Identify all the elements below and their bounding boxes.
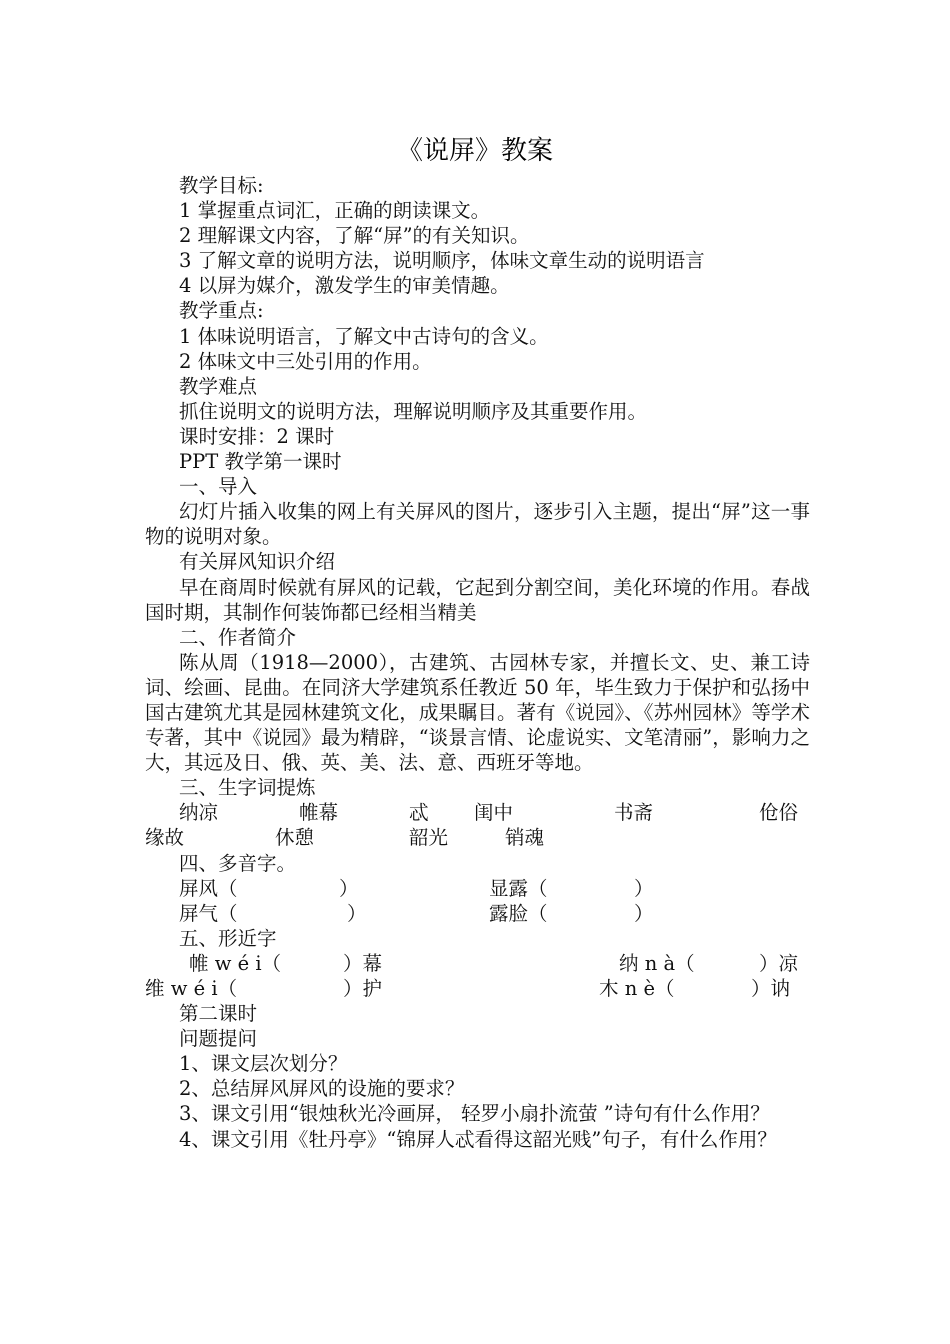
vocab-word: 休憩 [275, 826, 315, 850]
vocab-word: 伧俗 [759, 801, 799, 825]
goal-item: 3 了解文章的说明方法，说明顺序，体味文章生动的说明语言 [179, 249, 705, 273]
intro-sub-heading: 有关屏风知识介绍 [179, 550, 336, 574]
similar-item: ）护 [343, 977, 383, 1000]
similar-item: ）凉 [759, 951, 799, 975]
intro-heading: 一、导入 [179, 475, 258, 499]
question-item: 1、课文层次划分？ [179, 1052, 348, 1076]
question-item: 2、总结屏风屏风的设施的要求？ [179, 1077, 465, 1101]
polyphone-item: ） [634, 901, 654, 925]
similar-item: 木 n è（ [599, 977, 675, 1000]
similar-item: 纳 n à（ [619, 951, 695, 975]
polyphone-item: 屏风（ [179, 876, 238, 900]
goals-heading: 教学目标: [179, 174, 264, 197]
polyphone-row [145, 876, 810, 901]
similar-heading: 五、形近字 [179, 926, 277, 950]
author-text: 陈从周（1918—2000），古建筑、古园林专家，并擅长文、史、兼工诗词、绘画、昆曲。在同济大学建筑系任教近 50 年，毕生致力于保护和弘扬中国古建筑尤其是园林建筑文化，成果瞩目。著有《说园》、《苏州园林》等学术专著，其中《说园》最为精辟，“谈景言情、论虚说实、文笔清丽”，影响力之大，其远及日、俄、英、美、法、意、西班牙等地。 [145, 650, 810, 775]
second-lesson: 第二课时 [179, 1002, 258, 1026]
goal-item: 4 以屏为媒介，激发学生的审美情趣。 [179, 274, 510, 298]
goal-item: 2 理解课文内容，了解“屏”的有关知识。 [179, 224, 530, 248]
vocab-row [145, 800, 810, 825]
difficulty-text: 抓住说明文的说明方法，理解说明顺序及其重要作用。 [179, 399, 648, 423]
difficulty-heading: 教学难点 [179, 374, 258, 398]
polyphone-item: ） [339, 876, 359, 900]
question-item: 4、课文引用《牡丹亭》“锦屏人忒看得这韶光贱”句子，有什么作用？ [179, 1127, 777, 1151]
ppt-lesson: PPT 教学第一课时 [179, 450, 342, 474]
intro-sub-text: 早在商周时候就有屏风的记载，它起到分割空间，美化环境的作用。春战国时期，其制作何装饰都已经相当精美 [145, 575, 810, 624]
vocab-word: 闺中 [474, 801, 514, 825]
polyphone-item: 屏气（ [179, 901, 238, 925]
polyphone-item: 露脸（ [489, 901, 548, 925]
vocab-word: 韶光 [409, 826, 449, 850]
polyphone-item: ） [347, 901, 367, 925]
document-title: 《说屏》教案 [396, 136, 553, 166]
key-point-item: 1 体味说明语言，了解文中古诗句的含义。 [179, 324, 549, 348]
similar-row [145, 976, 810, 1001]
schedule: 课时安排：2 课时 [179, 424, 335, 448]
polyphone-item: ） [634, 876, 654, 900]
document-body [145, 173, 810, 1152]
vocab-word: 缘故 [145, 826, 185, 850]
goal-item: 1 掌握重点词汇，正确的朗读课文。 [179, 199, 491, 223]
polyphone-item: 显露（ [489, 876, 548, 900]
intro-text: 幻灯片插入收集的网上有关屏风的图片，逐步引入主题，提出“屏”这一事物的说明对象。 [145, 500, 810, 549]
similar-item: ）幕 [343, 951, 383, 975]
vocab-word: 帷幕 [299, 801, 339, 825]
similar-row [145, 951, 810, 976]
vocab-word: 忒 [409, 801, 429, 825]
similar-item: 帷 w é i（ [189, 951, 282, 975]
key-points-heading: 教学重点: [179, 299, 264, 323]
vocab-word: 纳凉 [179, 801, 219, 825]
question-item: 3、课文引用“银烛秋光冷画屏， 轻罗小扇扑流萤 ”诗句有什么作用？ [179, 1102, 770, 1126]
similar-item: ）讷 [751, 977, 791, 1000]
polyphone-row [145, 901, 810, 926]
questions-heading: 问题提问 [179, 1027, 258, 1051]
vocab-word: 销魂 [505, 826, 545, 850]
author-heading: 二、作者简介 [179, 625, 297, 649]
similar-item: 维 w é i（ [145, 977, 238, 1000]
vocab-row [145, 825, 810, 850]
key-point-item: 2 体味文中三处引用的作用。 [179, 349, 432, 373]
polyphone-heading: 四、多音字。 [179, 851, 297, 875]
vocab-word: 书斋 [614, 801, 654, 825]
vocab-heading: 三、生字词提炼 [179, 776, 316, 800]
